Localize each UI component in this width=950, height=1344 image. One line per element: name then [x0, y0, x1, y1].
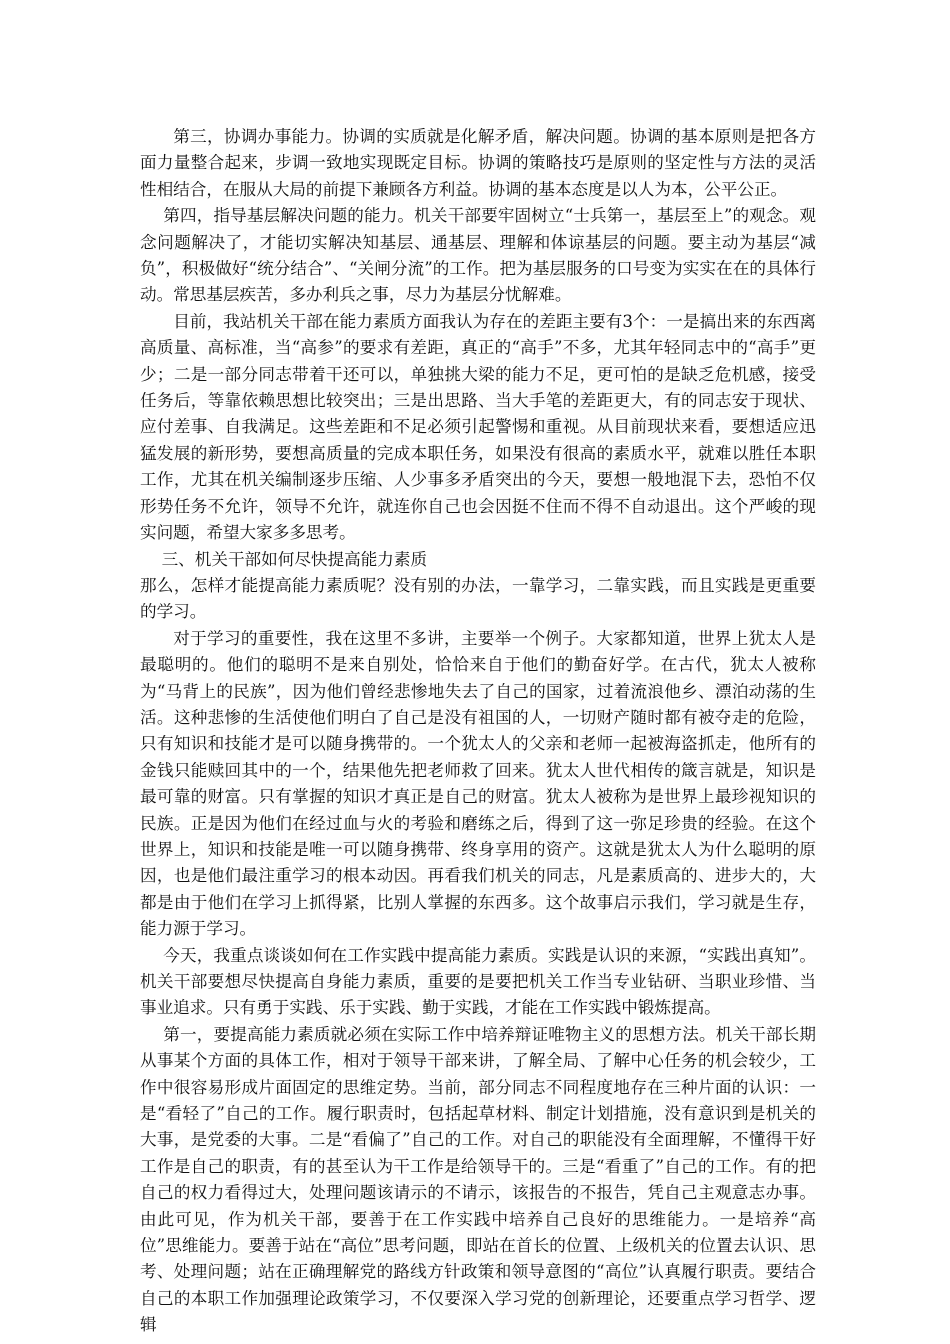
- paragraph-how-to-improve: 那么，怎样才能提高能力素质呢？没有别的办法，一靠学习，二靠实践，而且实践是更重要的学习。: [140, 575, 816, 622]
- paragraph-learning-example: 对于学习的重要性，我在这里不多讲，主要举一个例子。大家都知道，世界上犹太人是最聪明的。他们的聪明不是来自别处，恰恰来自于他们的勤奋好学。在古代，犹太人被称为“马背上的民族”，因为他们曾经悲惨地失去了自己的国家，过着流浪他乡、漂泊动荡的生活。这种悲惨的生活使他们明白了自己是没有祖国的人，一切财产随时都有被夺走的危险，只有知识和技能才是可以随身携带的。一个犹太人的父亲和老师一起被海盗抓走，他所有的金钱只能赎回其中的一个，结果他先把老师救了回来。犹太人世代相传的箴言就是，知识是最可靠的财富。只有掌握的知识才真正是自己的财富。犹太人被称为是世界上最珍视知识的民族。正是因为他们在经过血与火的考验和磨练之后，得到了这一弥足珍贵的经验。在这个世界上，知识和技能是唯一可以随身携带、终身享用的资产。这就是犹太人为什么聪明的原因，也是他们最注重学习的根本动因。再看我们机关的同志，凡是素质高的、进步大的，大都是由于他们在学习上抓得紧，比别人掌握的东西多。这个故事启示我们，学习就是生存，能力源于学习。: [140, 628, 816, 939]
- paragraph-dialectical-thinking: 第一，要提高能力素质就必须在实际工作中培养辩证唯物主义的思想方法。机关干部长期从事某个方面的具体工作，相对于领导干部来讲，了解全局、了解中心任务的机会较少，工作中很容易形成片面固定的思维定势。当前，部分同志不同程度地存在三种片面的认识：一是“看轻了”自己的工作。履行职责时，包括起草材料、制定计划措施，没有意识到是机关的大事，是党委的大事。二是“看偏了”自己的工作。对自己的职能没有全面理解，不懂得干好工作是自己的职责，有的甚至认为干工作是给领导干的。三是“看重了”自己的工作。有的把自己的权力看得过大，处理问题该请示的不请示，该报告的不报告，凭自己主观意志办事。由此可见，作为机关干部，要善于在工作实践中培养自己良好的思维能力。一是培养“高位”思维能力。要善于站在“高位”思考问题，即站在首长的位置、上级机关的位置去认识、思考、处理问题；站在正确理解党的路线方针政策和领导意图的“高位”认真履行职责。要结合自己的本职工作加强理论政策学习，不仅要深入学习党的创新理论，还要重点学习哲学、逻辑: [140, 1024, 816, 1335]
- paragraph-current-gaps: 目前，我站机关干部在能力素质方面我认为存在的差距主要有3个：一是搞出来的东西离高质量、高标准，当“高参”的要求有差距，真正的“高手”不多，尤其年轻同志中的“高手”更少；二是一部分同志带着干还可以，单独挑大梁的能力不足，更可怕的是缺乏危机感，接受任务后，等靠依赖思想比较突出；三是出思路、当大手笔的差距更大，有的同志安于现状、应付差事、自我满足。这些差距和不足必须引起警惕和重视。从目前现状来看，要想适应迅猛发展的新形势，要想高质量的完成本职任务，如果没有很高的素质水平，就难以胜任本职工作，尤其在机关编制逐步压缩、人少事多矛盾突出的今天，要想一般地混下去，恐怕不仅形势任务不允许，领导不允许，就连你自己也会因挺不住而不得不自动退出。这个严峻的现实问题，希望大家多多思考。: [140, 311, 816, 543]
- paragraph-guide-grassroots: 第四，指导基层解决问题的能力。机关干部要牢固树立“士兵第一，基层至上”的观念。观念问题解决了，才能切实解决知基层、通基层、理解和体谅基层的问题。要主动为基层“减负”，积极做好“统分结合”、“关闸分流”的工作。把为基层服务的口号变为实实在在的具体行动。常思基层疾苦，多办利兵之事，尽力为基层分忧解难。: [140, 206, 816, 305]
- section-heading: 三、机关干部如何尽快提高能力素质: [161, 549, 428, 569]
- document-page: [140, 124, 816, 1339]
- paragraph-coordination-ability: 第三，协调办事能力。协调的实质就是化解矛盾，解决问题。协调的基本原则是把各方面力量整合起来，步调一致地实现既定目标。协调的策略技巧是原则的坚定性与方法的灵活性相结合，在服从大局的前提下兼顾各方利益。协调的基本态度是以人为本，公平公正。: [140, 127, 816, 199]
- paragraph-practice: 今天，我重点谈谈如何在工作实践中提高能力素质。实践是认识的来源，“实践出真知”。机关干部要想尽快提高自身能力素质，重要的是要把机关工作当专业钻研、当职业珍惜、当事业追求。只有勇于实践、乐于实践、勤于实践，才能在工作实践中锻炼提高。: [140, 945, 816, 1018]
